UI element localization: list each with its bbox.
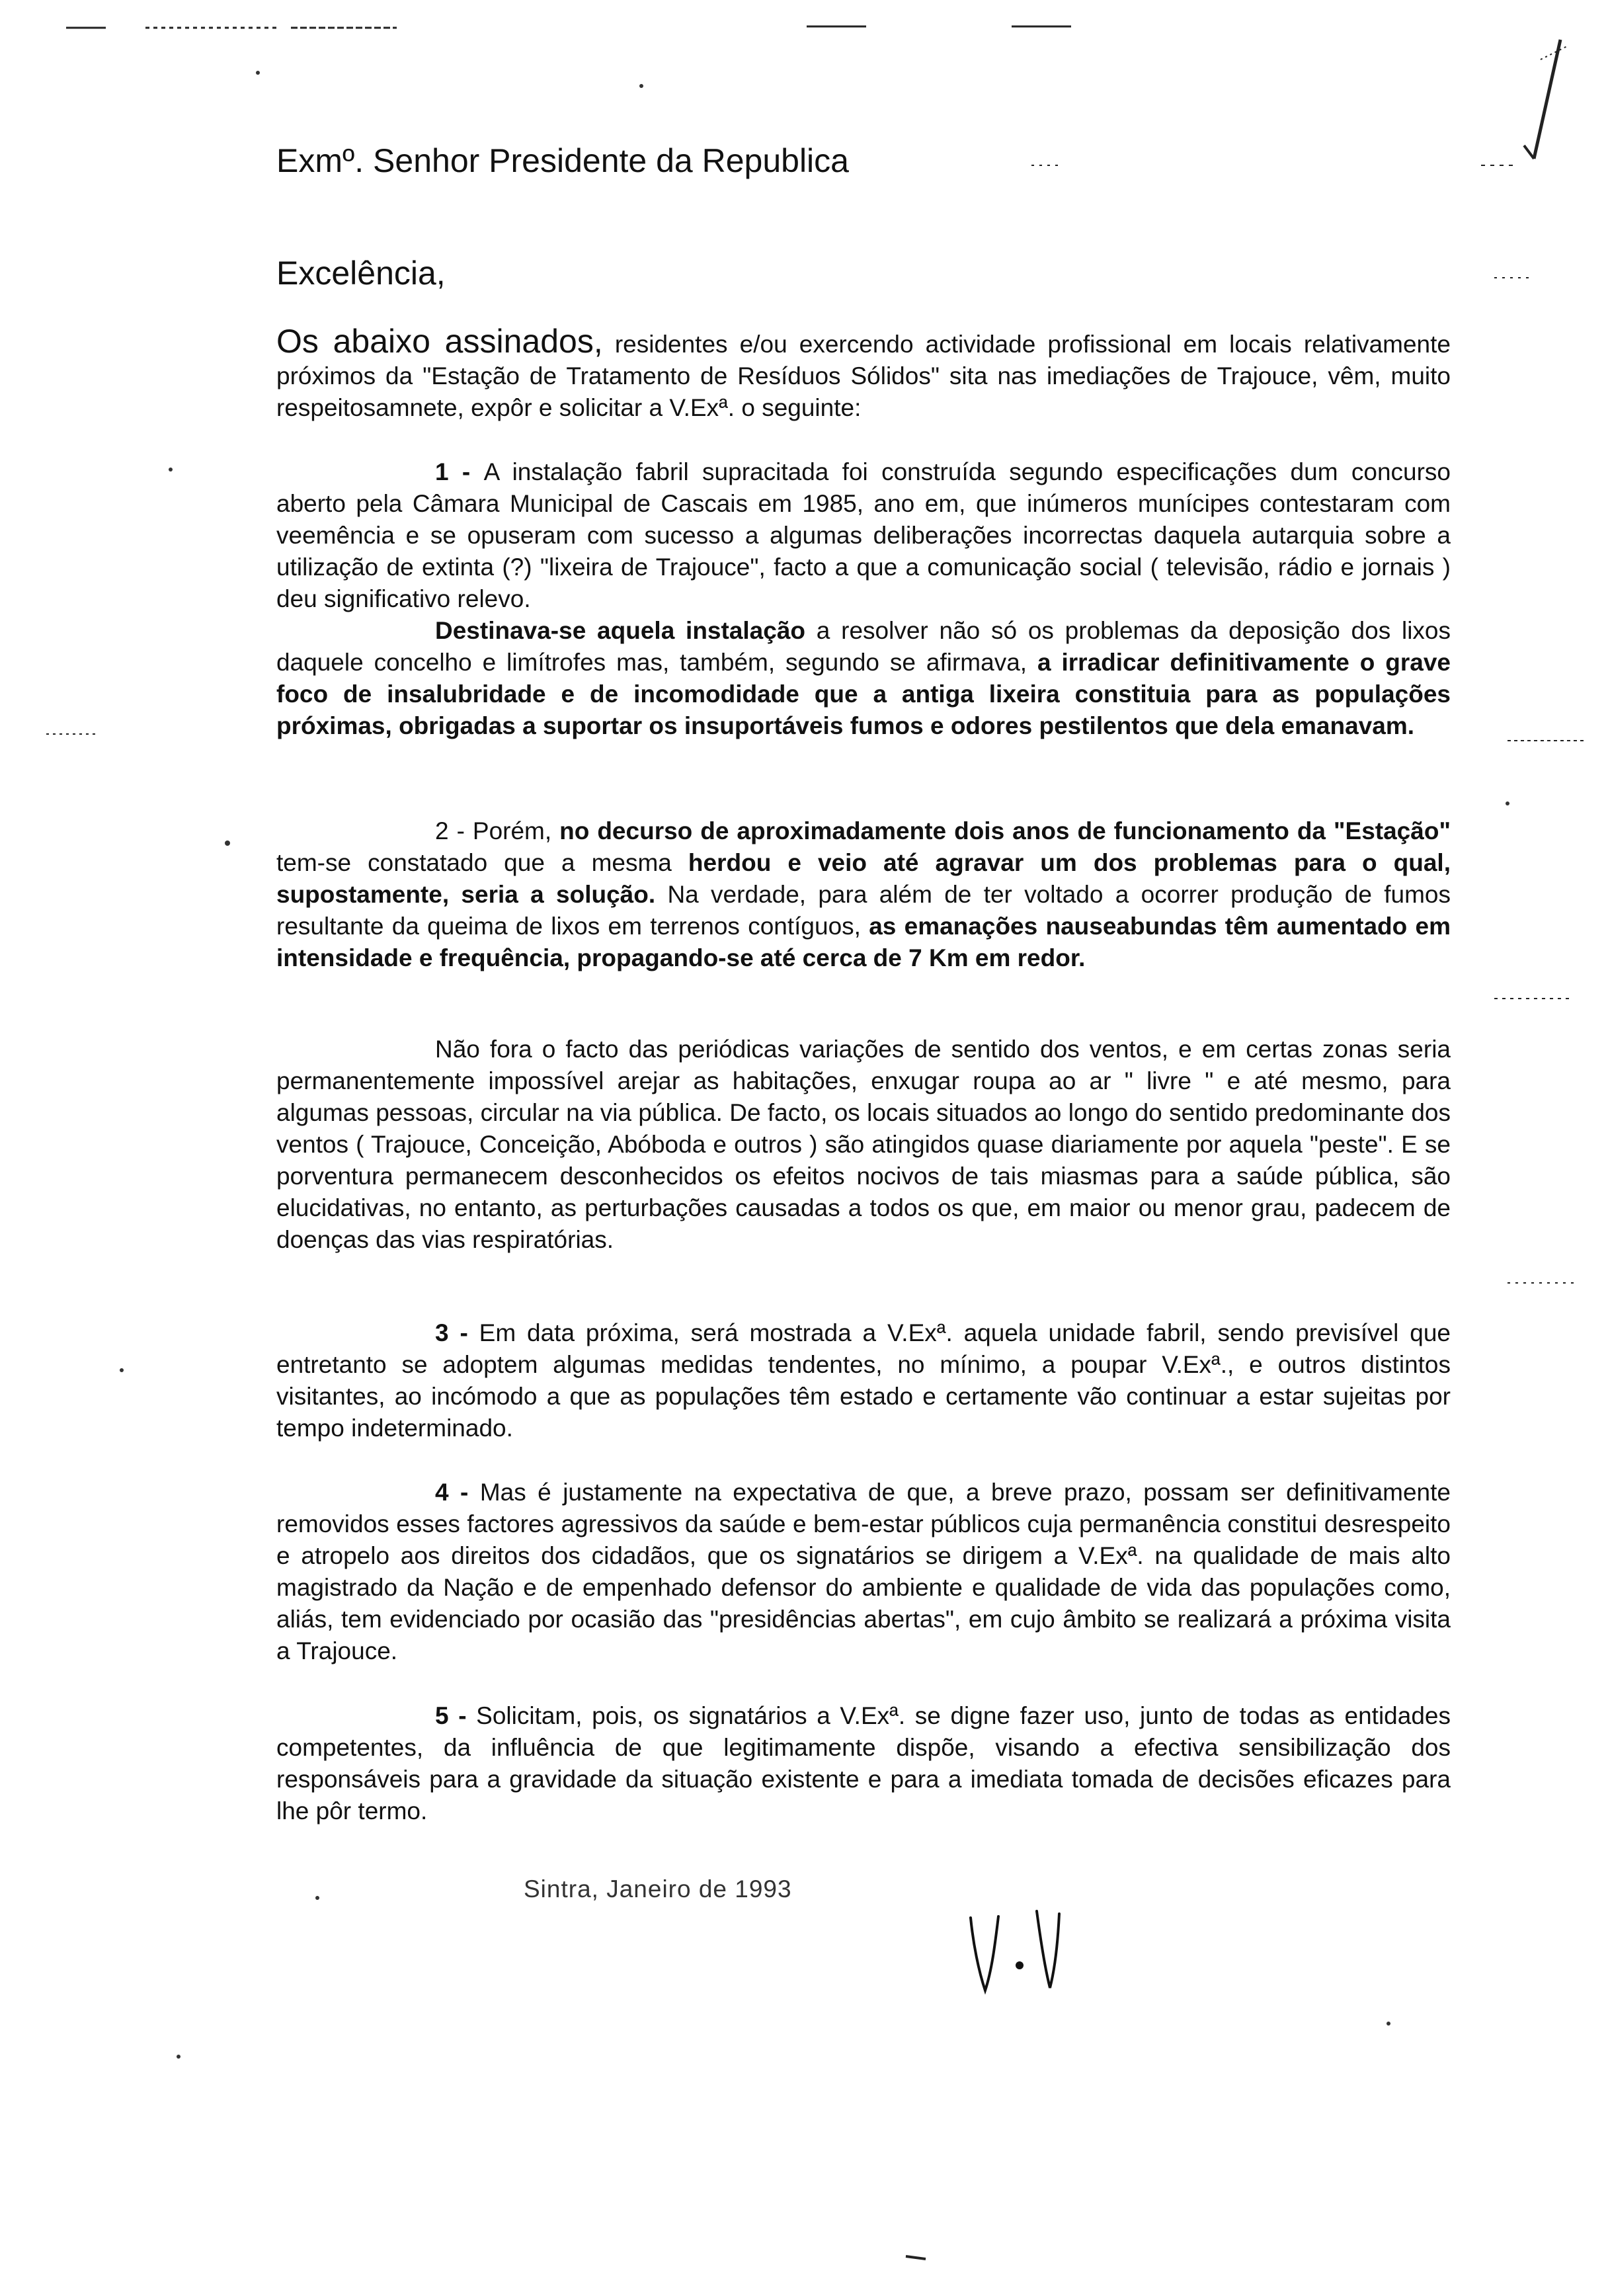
paragraph-2b-text: Não fora o facto das periódicas variações de sentido dos ventos, e em certas zonas seria permanentemente impossível arejar as habitações, enxugar roupa ao ar " livre " e até mesmo, para algumas pessoas, circular na via pública. De facto, os locais situados ao longo do sentido predominante dos ventos ( Trajouce, Conceição, Abóboda e outros ) são atingidos quase diariamente por aquela "peste". E se porventura permanecem desconhecidos os efeitos nocivos de tais miasmas para a saúde pública, são elucidativas, no entanto, as perturbações causadas a todos os que, em maior ou menor grau, padecem de doenças das vias respiratórias.: [276, 1036, 1451, 1253]
handwritten-initials-signature: [959, 1905, 1091, 2004]
paragraph-1-text: A instalação fabril supracitada foi construída segundo especificações dum concurso aberto pela Câmara Municipal de Cascais em 1985, ano em, que inúmeros munícipes contestaram com veemência e se opuseram com sucesso a algumas deliberações incorrectas daquela autarquia sobre a utilização de extinta (?) "lixeira de Trajouce", facto a que a comunicação social ( televisão, rádio e jornais ) deu significativo relevo.: [276, 458, 1451, 612]
paragraph-2-text-2: tem-se constatado que a mesma: [276, 849, 688, 876]
paragraph-1-continuation: [276, 615, 1451, 742]
intro-paragraph: [276, 325, 1451, 424]
paragraph-2-number: 2 -: [435, 817, 473, 844]
paragraph-2: [276, 815, 1451, 974]
greeting: Excelência,: [276, 255, 446, 292]
paragraph-1b-bold-start: Destinava-se aquela instalação: [435, 617, 806, 644]
paragraph-4-number: 4 -: [435, 1479, 480, 1506]
paragraph-5-number: 5 -: [435, 1702, 477, 1729]
paragraph-4: [276, 1477, 1451, 1667]
intro-lead: Os abaixo assinados,: [276, 323, 603, 360]
paragraph-5-text: Solicitam, pois, os signatários a V.Exª. se digne fazer uso, junto de todas as entidades competentes, da influência de que legitimamente dispõe, visando a efectiva sensibilização dos responsáveis para a gravidade da situação existente e para a imediata tomada de decisões eficazes para lhe pôr termo.: [276, 1702, 1451, 1824]
paragraph-2-bold-2: herdou e veio até agravar um dos problemas para o qual, supostamente, seria a solução.: [276, 849, 1451, 908]
paragraph-3-text: Em data próxima, será mostrada a V.Exª. aquela unidade fabril, sendo previsível que entretanto se adoptem algumas medidas tendentes, no mínimo, a poupar V.Exª., e outros distintos visitantes, ao incómodo a que as populações têm estado e certamente vão continuar a estar sujeitas por tempo indeterminado.: [276, 1319, 1451, 1442]
paragraph-3-number: 3 -: [435, 1319, 479, 1346]
paragraph-1b-bold-end: a irradicar definitivamente o grave foco de insalubridade e de incomodidade que a antiga lixeira constituia para as populações próximas, obrigadas a suportar os insuportáveis fumos e odores pestilentos que dela emanavam.: [276, 649, 1451, 739]
intro-text: residentes e/ou exercendo actividade profissional em locais relativamente próximos da "Estação de Tratamento de Resíduos Sólidos" sita nas imediações de Trajouce, vêm, muito respeitosamnete, expôr e solicitar a V.Exª. o seguinte:: [276, 331, 1451, 421]
paragraph-5: [276, 1700, 1451, 1827]
paragraph-1b-text: a resolver não só os problemas da deposição dos lixos daquele concelho e limítrofes mas, também, segundo se afirmava,: [276, 617, 1451, 676]
paragraph-3: [276, 1317, 1451, 1444]
salutation: Exmº. Senhor Presidente da Republica: [276, 142, 849, 179]
paragraph-1: [276, 456, 1451, 615]
paragraph-4-text: Mas é justamente na expectativa de que, a breve prazo, possam ser definitivamente removidos esses factores agressivos da saúde e bem-estar públicos cuja permanência constitui desrespeito e atropelo aos direitos dos cidadãos, que os signatários se dirigem a V.Exª. na qualidade de mais alto magistrado da Nação e de empenhado defensor do ambiente e qualidade de vida das populações como, aliás, tem evidenciado por ocasião das "presidências abertas", em cujo âmbito se realizará a próxima visita a Trajouce.: [276, 1479, 1451, 1664]
place-date: Sintra, Janeiro de 1993: [524, 1875, 792, 1903]
paragraph-2-text-3: Na verdade, para além de ter voltado a ocorrer produção de fumos resultante da queima de lixos em terrenos contíguos,: [276, 881, 1451, 940]
paragraph-2-bold-1: no decurso de aproximadamente dois anos de funcionamento da "Estação": [559, 817, 1451, 844]
paragraph-1-number: 1 -: [435, 458, 484, 485]
paragraph-2-bold-3: as emanações nauseabundas têm aumentado em intensidade e frequência, propagando-se até cerca de 7 Km em redor.: [276, 913, 1451, 971]
paragraph-2-text-1: Porém,: [472, 817, 560, 844]
paragraph-2-continuation: [276, 1034, 1451, 1256]
